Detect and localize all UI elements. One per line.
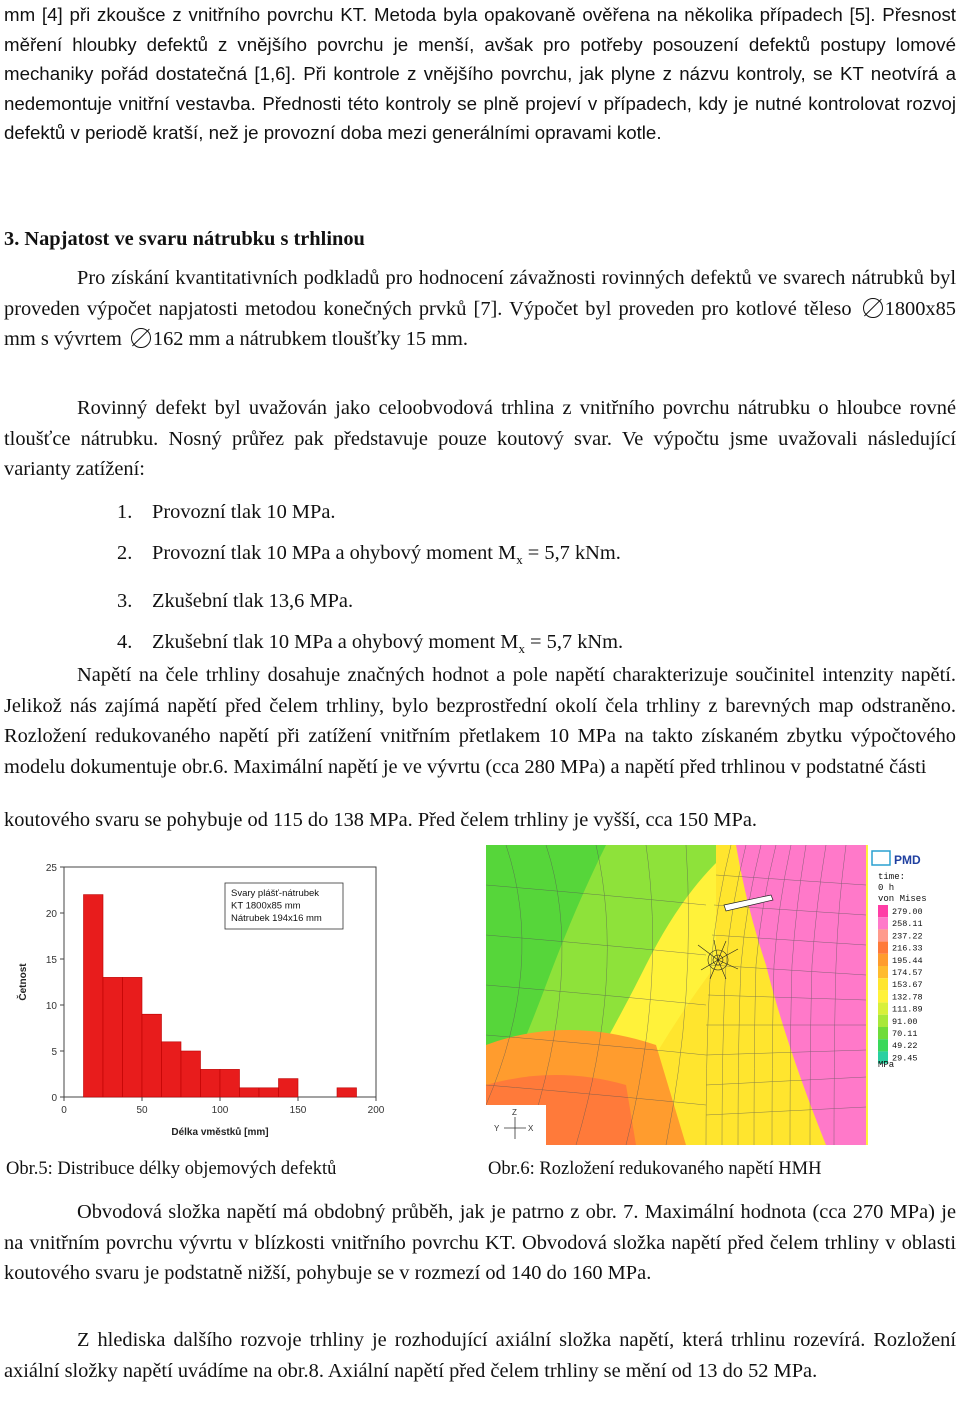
list-number: 4. xyxy=(117,630,133,653)
list-number: 2. xyxy=(117,542,133,565)
y-tick-label: 0 xyxy=(51,1093,57,1104)
unit-label: MPa xyxy=(878,1060,895,1070)
list-item xyxy=(4,581,956,622)
legend-value: 195.44 xyxy=(892,955,923,966)
histogram-bar xyxy=(259,1088,279,1097)
intro-text-b: Přednosti této kontroly se plně projeví v případech, kdy je nutné kontrolovat rozvoj defektů v periodě kratší, než je provozní doba mezi generálními opravami kotle. xyxy=(4,92,956,143)
legend-swatch xyxy=(878,929,888,941)
fem-text-b: 1800x85 mm s vývrtem xyxy=(4,297,956,351)
list-number: 3. xyxy=(117,589,133,612)
legend-entry: Nátrubek 194x16 mm xyxy=(231,913,322,924)
legend-value: 174.57 xyxy=(892,968,923,978)
legend-swatch xyxy=(878,990,888,1002)
legend-value: 111.89 xyxy=(892,1004,923,1015)
stress-label: von Mises xyxy=(878,894,927,904)
x-tick-label: 150 xyxy=(289,1105,307,1116)
list-tail: = 5,7 kNm. xyxy=(524,630,624,653)
legend-swatch xyxy=(878,1027,888,1039)
subscript: x xyxy=(516,552,523,568)
fem-text-a: Pro získání kvantitativních podkladů pro hodnocení závažnosti rovinných defektů ve svarech nátrubků byl proveden výpočet napjatosti metodou konečných prvků [7]. Výpočet byl proveden pro kotlové těleso xyxy=(4,267,956,320)
caption-figure-6: Obr.6: Rozložení redukovaného napětí HMH xyxy=(488,1159,822,1179)
legend-value: 132.78 xyxy=(892,992,923,1003)
paragraph-fem xyxy=(4,263,956,355)
y-tick-label: 20 xyxy=(45,909,57,920)
list-number: 1. xyxy=(117,501,133,523)
y-tick-label: 5 xyxy=(51,1047,57,1058)
histogram-chart xyxy=(6,861,396,1151)
figures-row xyxy=(0,845,960,1179)
legend-swatch xyxy=(878,917,888,929)
list-text: Zkušební tlak 13,6 MPa. xyxy=(152,589,354,612)
section-heading: 3. Napjatost ve svaru nátrubku s trhlinou xyxy=(4,228,365,250)
paragraph-defect: Rovinný defekt byl uvažován jako celoobvodová trhlina z vnitřního povrchu nátrubku o hloubce rovné tloušťce nátrubku. Nosný průřez pak představuje pouze koutový svar. Ve výpočtu jsme uvažovali následující varianty zatížení: xyxy=(4,397,956,481)
legend-swatch xyxy=(878,1015,888,1027)
histogram-bar xyxy=(142,1014,162,1097)
y-tick-label: 15 xyxy=(45,955,57,966)
legend-swatch xyxy=(878,1003,888,1015)
x-tick-label: 200 xyxy=(367,1105,385,1116)
fea-stress-map xyxy=(486,845,956,1145)
legend-entry: Svary plášť-nátrubek xyxy=(231,888,320,899)
list-item xyxy=(4,533,956,580)
list-tail: = 5,7 kNm. xyxy=(522,542,621,565)
axis-z-label: Z xyxy=(512,1108,517,1117)
subscript: x xyxy=(518,641,525,657)
y-tick-label: 25 xyxy=(45,863,57,874)
y-axis-label: Četnost xyxy=(18,963,29,1001)
intro-text-a: mm [4] při zkoušce z vnitřního povrchu KT. Metoda byla opakovaně ověřena na několika případech [5]. Přesnost měření hloubky defektů z vnějšího povrchu je menší, avšak pro potřeby posouzení defektů postupy lomové mechaniky pořád dostatečná [1,6]. Při kontrole z vnějšího povrchu, jak plyne z názvu kontroly, se KT neotvírá a nedemontuje vnitřní vestavba. xyxy=(4,4,956,114)
paragraph-stress-last: koutového svaru se pohybuje od 115 do 138 MPa. Před čelem trhliny je vyšší, cca 150 MPa. xyxy=(4,809,758,831)
list-text: Provozní tlak 10 MPa a ohybový moment M xyxy=(152,542,517,565)
legend-value: 279.00 xyxy=(892,907,923,917)
x-tick-label: 0 xyxy=(61,1105,67,1116)
paragraph-stress xyxy=(4,660,956,782)
list-text: Zkušební tlak 10 MPa a ohybový moment M xyxy=(152,630,519,653)
legend-value: 70.11 xyxy=(892,1029,918,1039)
list-item xyxy=(4,492,956,533)
stress-text: Napětí na čele trhliny dosahuje značných hodnot a pole napětí charakterizuje součinitel intenzity napětí. Jelikož nás zajímá napětí před čelem trhliny, bylo bezprostřední okolí čela trhliny z barevných map odstraněno. Rozložení redukovaného napětí při zatížení vnitřním přetlakem 10 MPa na takto získaném zbytku výpočtového modelu dokumentuje obr.6. Maximální napětí je ve vývrtu (cca 280 MPa) a napětí před trhlinou v podstatné části xyxy=(4,664,956,778)
x-axis-label: Délka vměstků [mm] xyxy=(171,1127,269,1138)
legend-entry: KT 1800x85 mm xyxy=(231,900,301,912)
histogram-bar xyxy=(337,1088,357,1097)
legend-value: 216.33 xyxy=(892,943,923,954)
diameter-symbol-icon xyxy=(131,328,151,348)
paragraph-axial: Z hlediska dalšího rozvoje trhliny je rozhodující axiální složka napětí, která trhlinu rozevírá. Rozložení axiální složky napětí uvádíme na obr.8. Axiální napětí před čelem trhliny se mění od 13 do 52 MPa. xyxy=(4,1329,956,1382)
x-tick-label: 50 xyxy=(136,1105,148,1116)
diameter-symbol-icon xyxy=(863,298,883,318)
legend-value: 153.67 xyxy=(892,980,923,991)
histogram-bar xyxy=(103,977,123,1097)
histogram-bar xyxy=(201,1069,221,1097)
histogram-bar xyxy=(123,977,143,1097)
legend-swatch xyxy=(878,954,888,966)
legend-value: 49.22 xyxy=(892,1041,918,1052)
legend-value: 91.00 xyxy=(892,1016,918,1027)
legend-swatch xyxy=(878,978,888,990)
x-tick-label: 100 xyxy=(211,1105,229,1116)
histogram-bar xyxy=(279,1079,299,1097)
legend-swatch xyxy=(878,966,888,978)
legend-swatch xyxy=(878,905,888,917)
time-label: time: xyxy=(878,872,906,882)
load-variants-list xyxy=(4,492,956,669)
fem-text-c: 162 mm a nátrubkem tloušťky 15 mm. xyxy=(152,328,469,351)
legend-value: 237.22 xyxy=(892,931,923,942)
time-value: 0 h xyxy=(878,883,895,893)
intro-paragraph xyxy=(4,0,956,148)
caption-figure-5: Obr.5: Distribuce délky objemových defektů xyxy=(6,1159,337,1179)
paragraph-circumferential: Obvodová složka napětí má obdobný průběh, jak je patrno z obr. 7. Maximální hodnota (cca 270 MPa) je na vnitřním povrchu vývrtu v blízkosti vnitřního povrchu KT. Obvodová složka napětí před čelem trhliny v oblasti koutového svaru je podstatně nižší, pohybuje se v rozmezí od 140 do 160 MPa. xyxy=(4,1201,956,1285)
histogram-bar xyxy=(84,895,104,1097)
y-tick-label: 10 xyxy=(45,1001,57,1012)
histogram-bar xyxy=(240,1088,260,1097)
legend-value: 258.11 xyxy=(892,919,923,930)
legend-value: 29.45 xyxy=(892,1053,918,1064)
logo-text: PMD xyxy=(894,853,921,867)
histogram-bar xyxy=(220,1069,240,1097)
histogram-bar xyxy=(181,1051,201,1097)
histogram-bar xyxy=(162,1042,182,1097)
axis-y-label: Y xyxy=(494,1124,500,1133)
axis-x-label: X xyxy=(528,1124,534,1133)
legend-swatch xyxy=(878,942,888,954)
list-text: Provozní tlak 10 MPa. xyxy=(152,501,336,523)
legend-swatch xyxy=(878,1039,888,1051)
